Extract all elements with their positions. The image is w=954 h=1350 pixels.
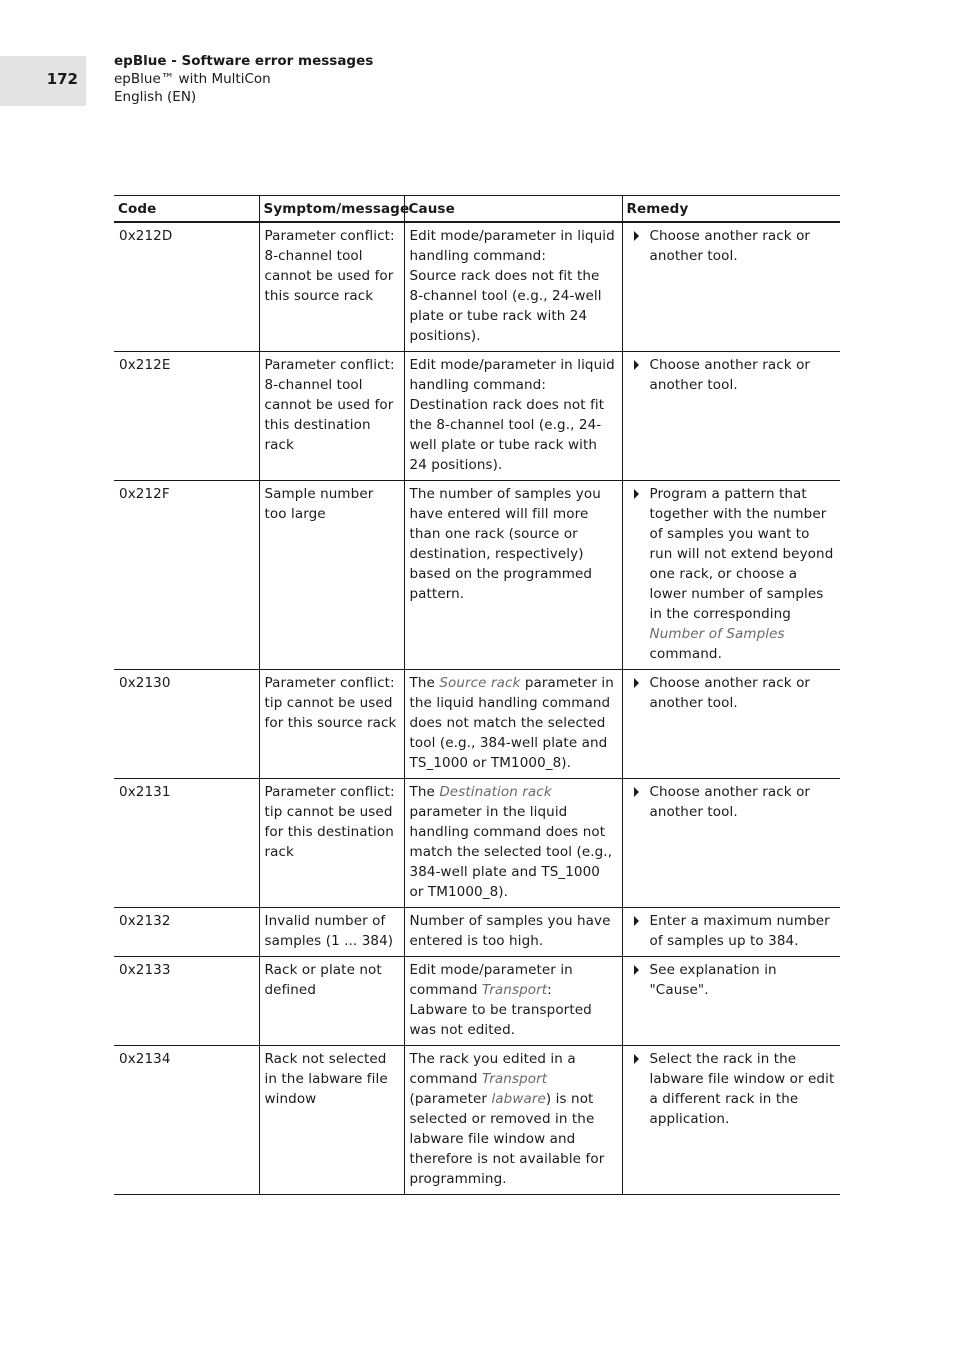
symptom-cell: Parameter conflict: 8-channel tool cannot be used for this source rack [259,222,404,352]
remedy-text [650,960,836,1000]
cause-text: Edit mode/parameter in liquid handling command: [409,357,615,393]
remedy-text [650,673,836,713]
cause-text: : [547,982,552,998]
cause-term: Source rack [439,675,521,691]
cause-text: Edit mode/parameter in liquid handling command: [409,228,615,264]
header-language: English (EN) [114,89,197,105]
symptom-cell: Invalid number of samples (1 ... 384) [259,908,404,957]
cause-text: The rack you edited in a command [409,1051,576,1087]
remedy-cell [622,1046,840,1195]
cause-text: parameter in the liquid handling command does not match the selected tool (e.g., 384-well plate and TS_1000 or TM1000_8). [409,675,614,771]
header-subtitle: epBlue™ with MultiCon [114,71,271,87]
remedy-item [628,782,836,822]
remedy-text-segment: command. [649,646,722,662]
remedy-item [628,226,836,266]
remedy-text-segment: Program a pattern that together with the number of samples you want to run will not extend beyond one rack, or choose a lower number of samples in the corresponding [649,486,834,622]
cause-text: ) is not selected or removed in the labware file window and therefore is not available for programming. [409,1091,605,1187]
table-row [114,908,840,957]
remedy-cell [622,352,840,481]
cause-text: The [409,784,440,800]
cause-text: The number of samples you have entered will fill more than one rack (source or destination, respectively) based on the programmed pattern. [409,486,601,602]
table-row [114,779,840,908]
symptom-cell: Rack or plate not defined [259,957,404,1046]
triangle-bullet-icon [628,1049,650,1069]
triangle-bullet-icon [628,673,650,693]
remedy-term: Number of Samples [649,626,785,642]
symptom-cell: Parameter conflict: tip cannot be used for this source rack [259,670,404,779]
error-code-cell: 0x212D [114,222,259,352]
running-header [114,52,373,106]
table-header-row [114,196,840,223]
cause-term: labware [491,1091,546,1107]
table-row [114,222,840,352]
remedy-item [628,484,836,664]
error-code-cell: 0x2133 [114,957,259,1046]
error-code-cell: 0x212F [114,481,259,670]
cause-cell [404,481,622,670]
symptom-cell: Sample number too large [259,481,404,670]
remedy-text [650,484,836,664]
remedy-text-segment: Choose another rack or another tool. [649,357,811,393]
remedy-text [650,355,836,395]
remedy-text [650,1049,836,1129]
symptom-cell: Parameter conflict: 8-channel tool cannot be used for this destination rack [259,352,404,481]
cause-cell [404,352,622,481]
cause-cell [404,670,622,779]
header-title: epBlue - Software error messages [114,53,374,69]
table-row [114,481,840,670]
remedy-text-segment: Choose another rack or another tool. [649,784,811,820]
cause-text: Number of samples you have entered is too high. [409,913,611,949]
cause-text: (parameter [409,1091,492,1107]
cause-cell [404,957,622,1046]
error-code-cell: 0x2130 [114,670,259,779]
remedy-item [628,355,836,395]
remedy-text [650,226,836,266]
page-number: 172 [46,70,78,88]
cause-text: The [409,675,440,691]
table-row [114,1046,840,1195]
remedy-text-segment: See explanation in "Cause". [649,962,777,998]
remedy-cell [622,481,840,670]
cause-cell [404,779,622,908]
column-header-code: Code [114,196,259,223]
cause-cell [404,222,622,352]
table-row [114,670,840,779]
cause-cell [404,1046,622,1195]
column-header-cause: Cause [404,196,622,223]
error-code-cell: 0x212E [114,352,259,481]
cause-text: Labware to be transported was not edited. [409,1002,592,1038]
remedy-cell [622,779,840,908]
error-code-cell: 0x2134 [114,1046,259,1195]
error-code-cell: 0x2132 [114,908,259,957]
cause-term: Transport [481,982,548,998]
remedy-text [650,782,836,822]
triangle-bullet-icon [628,355,650,375]
remedy-cell [622,908,840,957]
remedy-text-segment: Choose another rack or another tool. [649,675,811,711]
cause-term: Transport [481,1071,548,1087]
column-header-remedy: Remedy [622,196,840,223]
triangle-bullet-icon [628,782,650,802]
triangle-bullet-icon [628,484,650,504]
remedy-cell [622,222,840,352]
remedy-cell [622,670,840,779]
table-row [114,957,840,1046]
remedy-cell [622,957,840,1046]
cause-text: Edit mode/parameter in command [409,962,573,998]
remedy-item [628,1049,836,1129]
error-table [114,195,840,1195]
triangle-bullet-icon [628,960,650,980]
cause-cell [404,908,622,957]
remedy-item [628,673,836,713]
remedy-text-segment: Select the rack in the labware file window or edit a different rack in the application. [649,1051,835,1127]
cause-text: parameter in the liquid handling command does not match the selected tool (e.g., 384-well plate and TS_1000 or TM1000_8). [409,804,613,900]
symptom-cell: Parameter conflict: tip cannot be used for this destination rack [259,779,404,908]
remedy-text-segment: Choose another rack or another tool. [649,228,811,264]
cause-term: Destination rack [439,784,552,800]
triangle-bullet-icon [628,226,650,246]
remedy-text [650,911,836,951]
remedy-text-segment: Enter a maximum number of samples up to 384. [649,913,830,949]
cause-text: Destination rack does not fit the 8-channel tool (e.g., 24-well plate or tube rack with 24 positions). [409,397,605,473]
error-code-cell: 0x2131 [114,779,259,908]
column-header-symptom: Symptom/message [259,196,404,223]
cause-text: Source rack does not fit the 8-channel tool (e.g., 24-well plate or tube rack with 24 positions). [409,268,602,344]
remedy-item [628,960,836,1000]
triangle-bullet-icon [628,911,650,931]
symptom-cell: Rack not selected in the labware file window [259,1046,404,1195]
remedy-item [628,911,836,951]
table-row [114,352,840,481]
